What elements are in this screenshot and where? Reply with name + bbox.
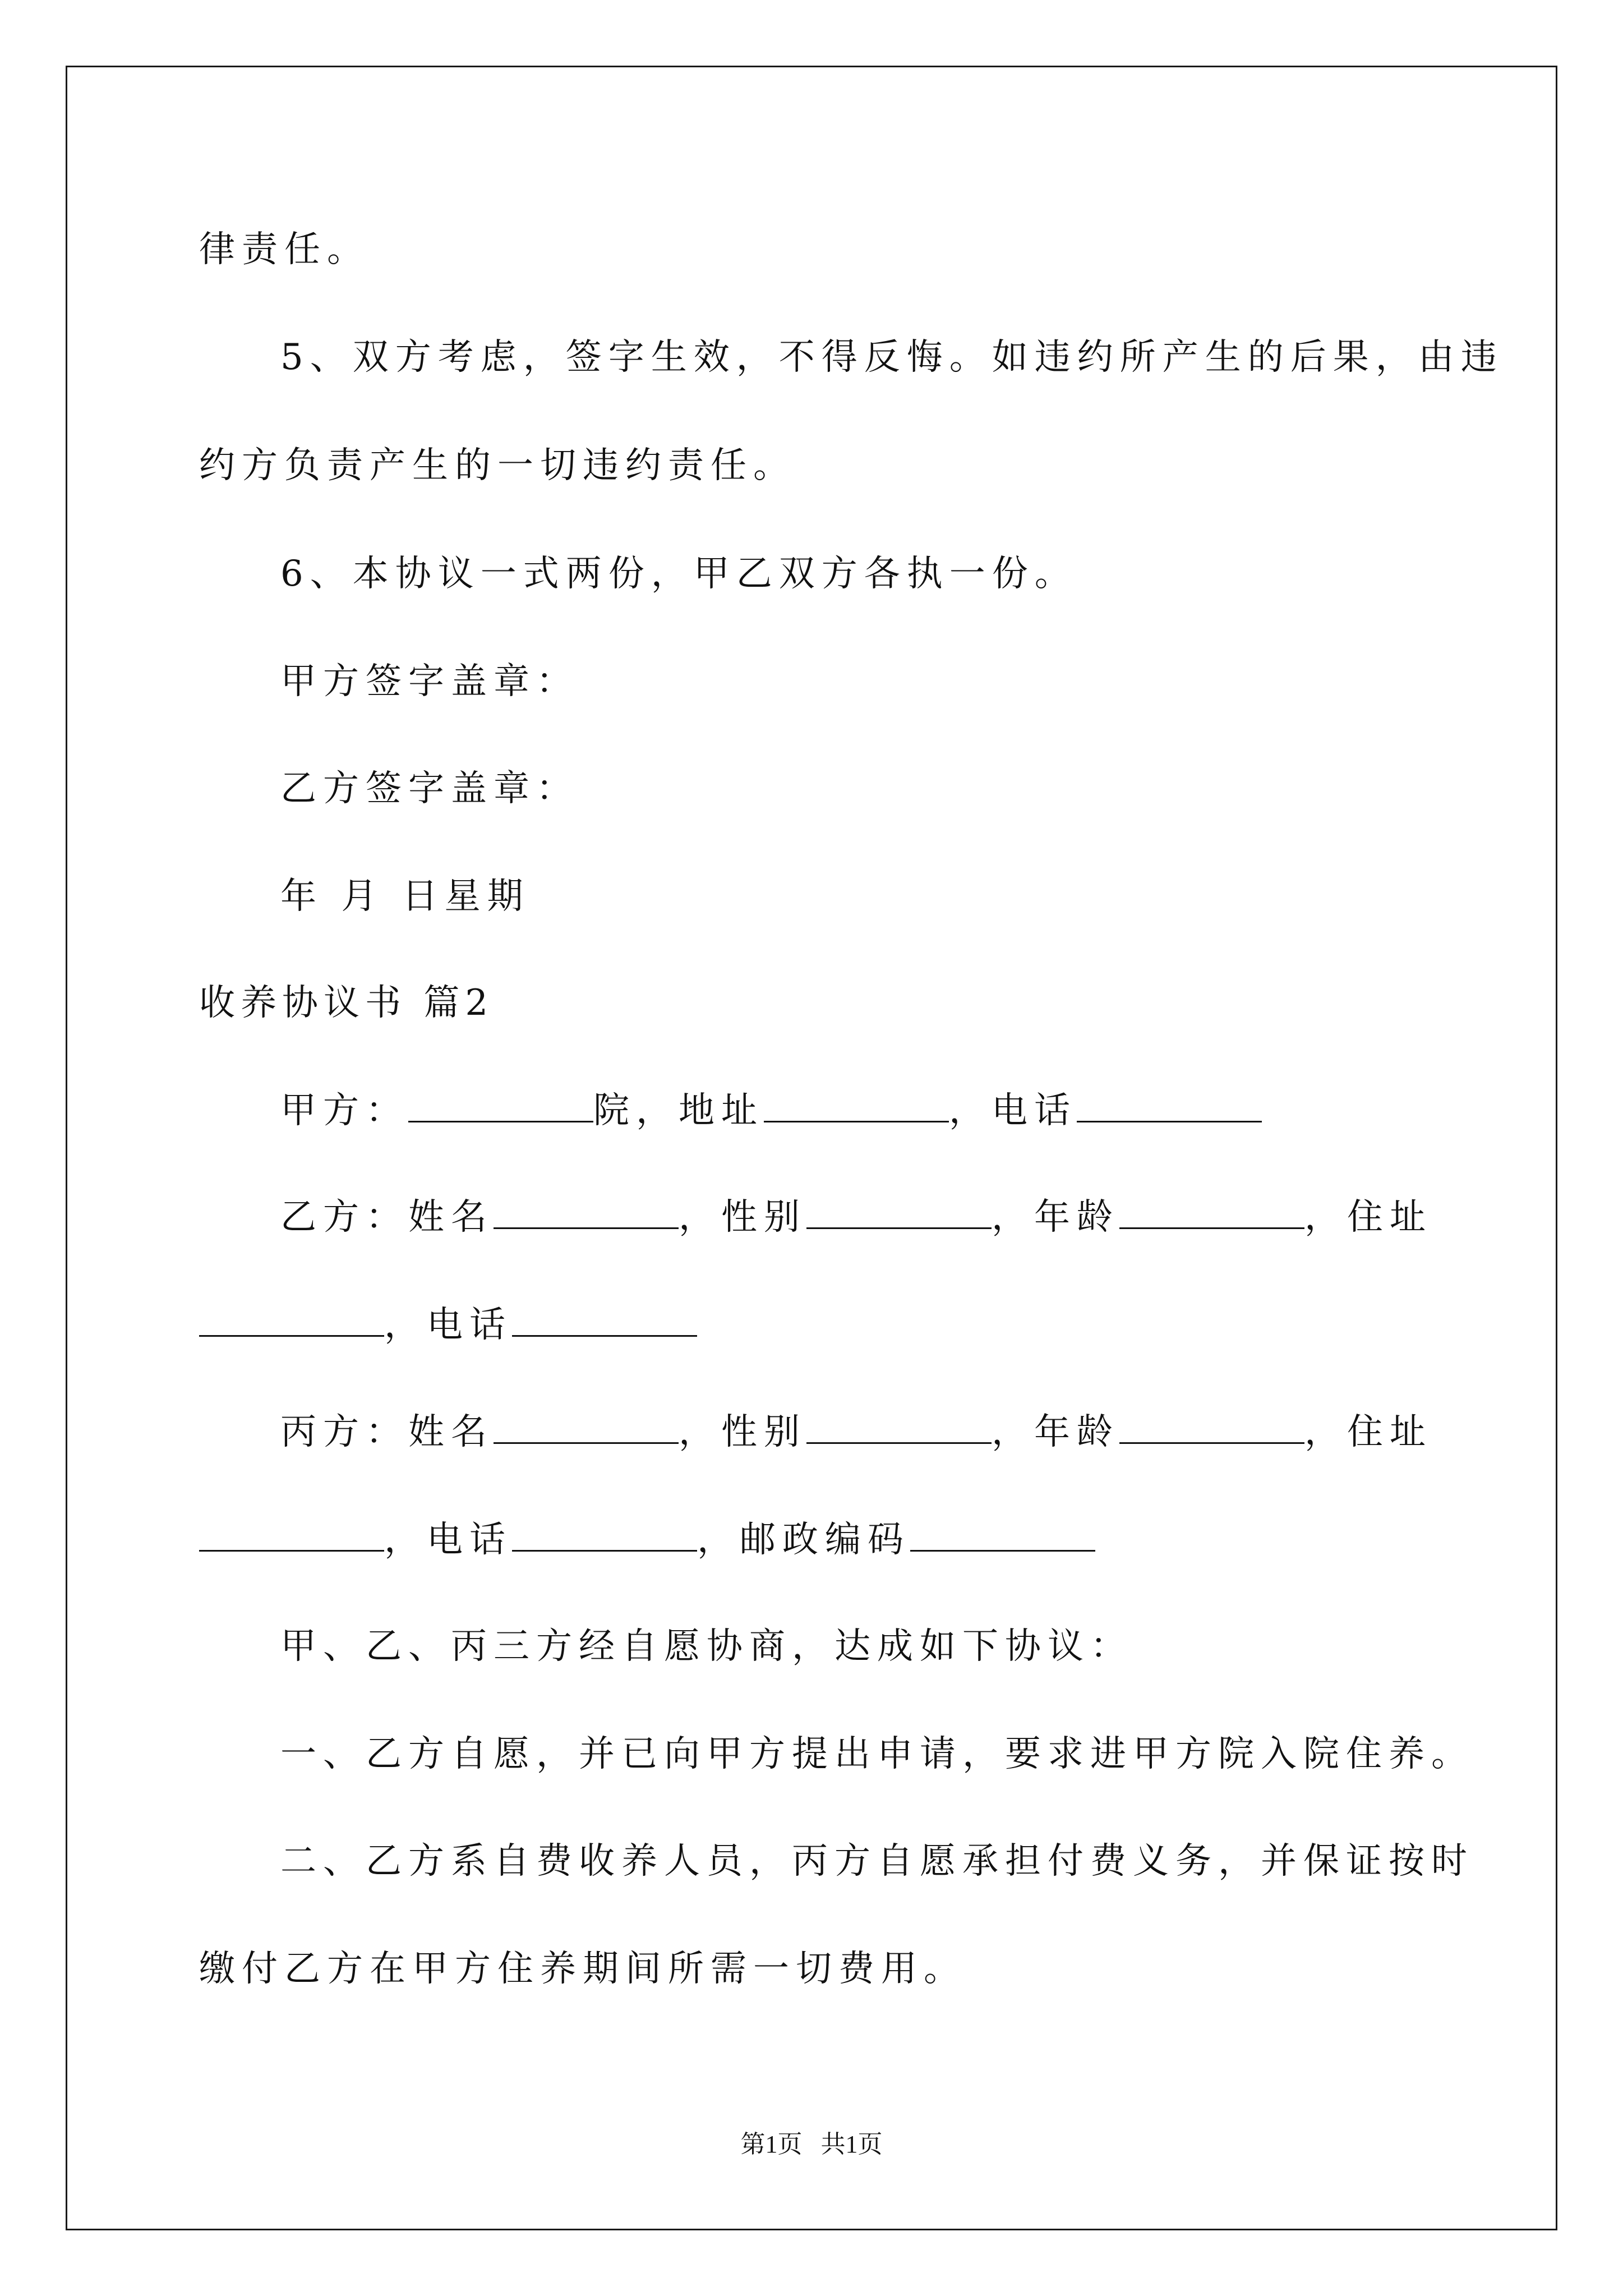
blank-field <box>199 1545 384 1552</box>
party-a-label: 甲方： <box>280 1090 408 1131</box>
blank-field <box>806 1223 992 1229</box>
party-a-phone-label: ，电话 <box>949 1090 1077 1131</box>
party-b-gender-label: ，性别 <box>679 1197 806 1238</box>
blank-field <box>910 1545 1095 1552</box>
text-line: 约方负责产生的一切违约责任。 <box>199 445 796 486</box>
page-number-footer: 第1页 共1页 <box>740 2131 883 2158</box>
clause-line: 一、乙方自愿，并已向甲方提出申请，要求进甲方院入院住养。 <box>280 1733 1474 1775</box>
date-line: 年 月 日星期 <box>280 876 530 917</box>
party-b-line <box>280 1195 1432 1240</box>
blank-field <box>1119 1223 1304 1229</box>
party-c-gender-label: ，性别 <box>679 1411 806 1453</box>
blank-field <box>1119 1438 1304 1444</box>
text-line: 6、本协议一式两份，甲乙双方各执一份。 <box>280 553 1077 595</box>
party-b-phone-label: ，电话 <box>384 1304 512 1346</box>
party-b-address-label: ，住址 <box>1304 1197 1432 1238</box>
party-b-line-2 <box>199 1303 697 1347</box>
party-c-phone-label: ，电话 <box>384 1519 512 1561</box>
party-c-address-label: ，住址 <box>1304 1411 1432 1453</box>
text-line: 5、双方考虑，签字生效，不得反悔。如违约所产生的后果，由违 <box>280 337 1504 378</box>
blank-field <box>806 1438 992 1444</box>
page-border <box>66 66 1557 2230</box>
blank-field <box>408 1116 593 1122</box>
party-c-label: 丙方：姓名 <box>280 1411 494 1453</box>
section-heading: 收养协议书 篇2 <box>199 982 494 1024</box>
signature-line-party-b: 乙方签字盖章： <box>280 768 579 809</box>
blank-field <box>494 1438 679 1444</box>
party-b-age-label: ，年龄 <box>992 1197 1119 1238</box>
blank-field <box>764 1116 949 1122</box>
clause-line: 甲、乙、丙三方经自愿协商，达成如下协议： <box>280 1626 1133 1667</box>
party-c-postcode-label: ，邮政编码 <box>697 1519 910 1561</box>
party-c-age-label: ，年龄 <box>992 1411 1119 1453</box>
signature-line-party-a: 甲方签字盖章： <box>280 661 579 702</box>
text-line: 律责任。 <box>199 229 370 270</box>
party-a-institution-label: 院，地址 <box>593 1090 764 1131</box>
blank-field <box>512 1331 697 1337</box>
party-a-line <box>280 1088 1262 1133</box>
clause-line: 缴付乙方在甲方住养期间所需一切费用。 <box>199 1948 966 1990</box>
blank-field <box>494 1223 679 1229</box>
party-b-label: 乙方：姓名 <box>280 1197 494 1238</box>
blank-field <box>1077 1116 1262 1122</box>
party-c-line <box>280 1410 1432 1455</box>
blank-field <box>512 1545 697 1552</box>
party-c-line-2 <box>199 1517 1095 1562</box>
blank-field <box>199 1331 384 1337</box>
clause-line: 二、乙方系自费收养人员，丙方自愿承担付费义务，并保证按时 <box>280 1841 1474 1882</box>
